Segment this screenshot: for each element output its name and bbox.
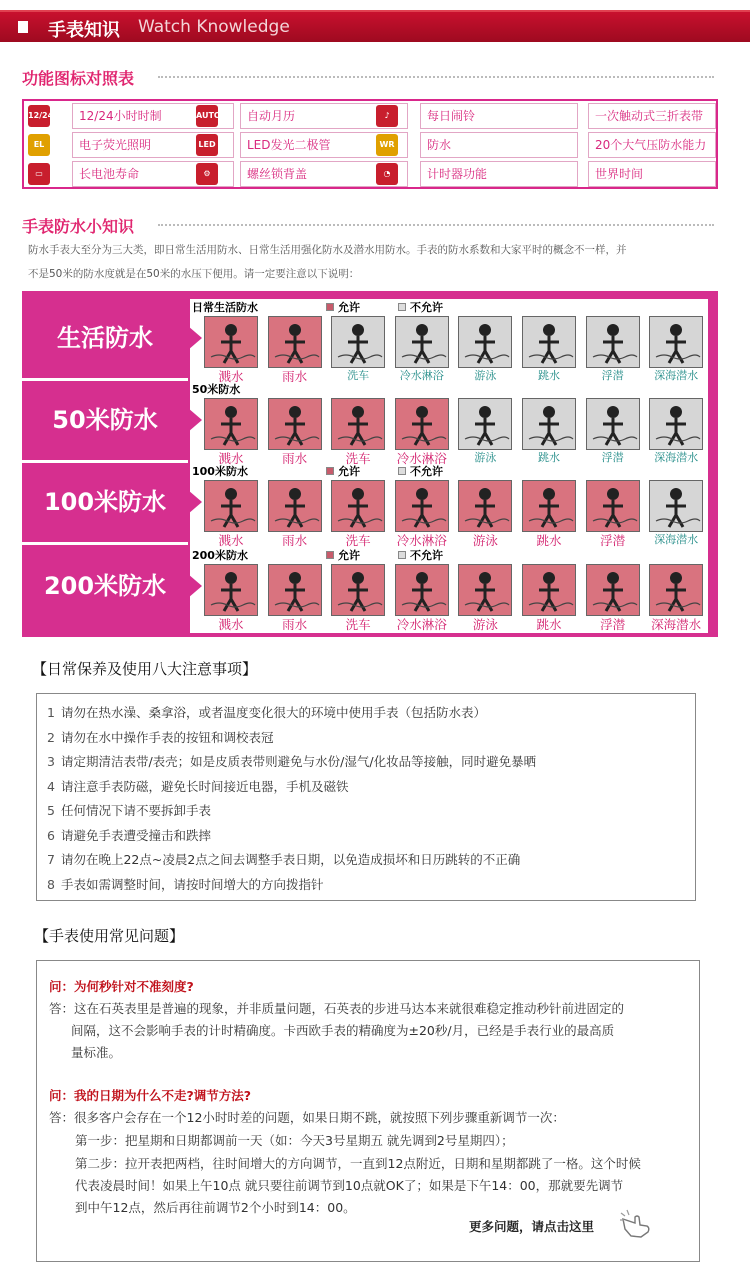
activity-3-icon [331, 564, 385, 616]
activity-5-icon [458, 564, 512, 616]
waterproof-level-label: 100米防水 [22, 463, 188, 541]
activity-4-icon [395, 316, 449, 368]
arrow-icon [188, 490, 202, 514]
activity-caption: 浮潜 [600, 533, 626, 548]
function-label: 20个大气压防水能力 [588, 132, 716, 158]
more-questions-link[interactable]: 更多问题，请点击这里 [469, 1219, 595, 1234]
banner-subtitle: Watch Knowledge [138, 17, 290, 37]
function-label: 一次触动式三折表带 [588, 103, 716, 129]
care-item [47, 875, 323, 893]
care-item [47, 703, 486, 721]
activity-caption: 浮潜 [601, 451, 624, 464]
activity-caption: 游泳 [474, 451, 497, 464]
faq-title: 【手表使用常见问题】 [34, 927, 185, 945]
row-title: 100米防水 [192, 465, 248, 478]
care-item-number: 4 [47, 778, 55, 794]
activity-caption: 跳水 [538, 369, 560, 382]
activity-6-icon [522, 316, 576, 368]
activity-caption: 冷水淋浴 [396, 451, 447, 466]
activity-4-icon [395, 398, 449, 450]
legend-deny [398, 299, 443, 315]
activity-2-icon [268, 480, 322, 532]
activity-2-icon [268, 398, 322, 450]
care-item-number: 7 [47, 852, 55, 867]
care-item [47, 777, 348, 795]
care-item-number: 3 [47, 754, 55, 769]
care-item-text: 请定期清洁表带/表壳；如是皮质表带则避免与水份/湿气/化妆品等接触，同时避免暴晒 [60, 754, 537, 769]
legend-deny-swatch [398, 303, 406, 311]
legend-allow-swatch [326, 551, 334, 559]
activity-7-icon [586, 316, 640, 368]
activity-caption: 游泳 [472, 533, 498, 548]
activity-2-icon [268, 564, 322, 616]
activity-7-icon [586, 564, 640, 616]
function-label: 计时器功能 [420, 161, 578, 187]
faq-answer-line: 间隔，这不会影响手表的计时精确度。卡西欧手表的精确度为±20秒/月，已经是手表行业的最高质 [71, 1023, 615, 1038]
activity-caption: 冷水淋浴 [396, 533, 447, 548]
activity-4-icon [395, 480, 449, 532]
legend-allow-swatch [326, 467, 334, 475]
activity-caption: 溅水 [218, 369, 244, 384]
faq-answer-line: 第二步：拉开表把两档，往时间增大的方向调节，一直到12点附近，日期和星期都跳了一格。这个时候 [75, 1156, 641, 1171]
care-item-number: 8 [47, 876, 55, 892]
waterproof-panel [22, 291, 718, 637]
activity-caption: 溅水 [218, 451, 244, 466]
faq-box [36, 960, 700, 1262]
care-title: 【日常保养及使用八大注意事项】 [32, 660, 258, 678]
activity-3-icon [331, 480, 385, 532]
legend-allow [326, 299, 360, 315]
activity-caption: 浮潜 [601, 369, 624, 382]
activity-1-icon [204, 480, 258, 532]
activity-caption: 洗车 [345, 533, 371, 548]
activity-caption: 深海潜水 [654, 369, 699, 382]
legend-deny [398, 463, 443, 479]
function-label: 螺丝锁背盖 [240, 161, 408, 187]
legend-deny-text: 不允许 [410, 465, 443, 478]
faq-answer-line: 答：这在石英表里是普遍的现象，并非质量问题，石英表的步进马达本来就很难稳定推动秒针前进固定的 [49, 1001, 625, 1016]
activity-caption: 溅水 [218, 533, 244, 548]
banner-square-icon [18, 21, 28, 33]
activity-8-icon [649, 316, 703, 368]
legend-deny-text: 不允许 [410, 549, 443, 562]
function-label: 自动月历 [240, 103, 408, 129]
activity-5-icon [458, 398, 512, 450]
activity-caption: 深海潜水 [654, 451, 699, 464]
activity-caption: 洗车 [345, 617, 371, 632]
activity-caption: 雨水 [282, 451, 308, 466]
activity-caption: 雨水 [282, 533, 308, 548]
care-item [47, 728, 273, 746]
care-item-text: 任何情况下请不要拆卸手表 [60, 803, 211, 818]
legend-allow-text: 允许 [338, 301, 360, 314]
el-icon: EL [28, 134, 50, 156]
care-item-text: 手表如需调整时间，请按时间增大的方向拨指针 [60, 876, 324, 892]
legend-allow-text: 允许 [338, 549, 360, 562]
care-item [47, 752, 536, 770]
pointing-hand-icon[interactable] [619, 1209, 653, 1239]
led-icon: LED [196, 134, 218, 156]
activity-1-icon [204, 398, 258, 450]
activity-6-icon [522, 480, 576, 532]
activity-1-icon [204, 564, 258, 616]
activity-8-icon [649, 564, 703, 616]
function-label: 防水 [420, 132, 578, 158]
activity-8-icon [649, 398, 703, 450]
care-item [47, 850, 520, 868]
alarm-icon: ♪ [376, 105, 398, 127]
activity-caption: 深海潜水 [651, 617, 702, 632]
function-icons-table [22, 99, 718, 189]
activity-8-icon [649, 480, 703, 532]
care-item-text: 请勿在水中操作手表的按钮和调校表冠 [60, 729, 274, 745]
activity-caption: 雨水 [282, 369, 308, 384]
activity-caption: 冷水淋浴 [396, 617, 447, 632]
faq-question: 问：我的日期为什么不走?调节方法? [49, 1088, 252, 1103]
care-item [47, 826, 211, 844]
12-24-icon: 12/24 [28, 105, 50, 127]
faq-answer-line: 答：很多客户会存在一个12小时时差的问题，如果日期不跳，就按照下列步骤重新调节一次： [49, 1110, 565, 1125]
faq-question: 问：为何秒针对不准刻度? [49, 979, 194, 994]
activity-caption: 洗车 [345, 451, 371, 466]
waterproof-intro: 防水手表大至分为三大类，即日常生活用防水、日常生活用强化防水及潜水用防水。手表的防水系数和大家平时的概念不一样，并 [28, 244, 627, 256]
activity-7-icon [586, 398, 640, 450]
legend-allow-text: 允许 [338, 465, 360, 478]
activity-7-icon [586, 480, 640, 532]
activity-1-icon [204, 316, 258, 368]
care-item-number: 1 [47, 705, 55, 720]
activity-6-icon [522, 564, 576, 616]
legend-deny-swatch [398, 551, 406, 559]
care-list [36, 693, 696, 901]
faq-answer-line: 量标准。 [71, 1045, 122, 1060]
row-title: 200米防水 [192, 549, 248, 562]
care-item-number: 6 [47, 827, 55, 843]
screw-icon: ⚙ [196, 163, 218, 185]
legend-allow-swatch [326, 303, 334, 311]
banner [0, 10, 750, 42]
waterproof-level-label: 200米防水 [22, 547, 188, 625]
activity-2-icon [268, 316, 322, 368]
function-label: 12/24小时时制 [72, 103, 234, 129]
function-icons-title: 功能图标对照表 [22, 69, 135, 88]
legend-deny-text: 不允许 [410, 301, 443, 314]
faq-answer-line: 代表凌晨时间！如果上午10点 就只要往前调节到10点就OK了；如果是下午14：00，那就要先调节 [75, 1178, 624, 1193]
arrow-icon [188, 408, 202, 432]
care-item-text: 请勿在热水澡、桑拿浴，或者温度变化很大的环境中使用手表（包括防水表） [60, 705, 486, 720]
legend-allow [326, 463, 360, 479]
wr-icon: WR [376, 134, 398, 156]
care-item-number: 2 [47, 729, 55, 745]
auto-icon: AUTO [196, 105, 218, 127]
divider-dots [158, 76, 714, 78]
faq-answer-line: 到中午12点，然后再往前调节2个小时到14：00。 [75, 1200, 356, 1215]
row-title: 日常生活防水 [192, 301, 258, 314]
waterproof-title: 手表防水小知识 [22, 217, 135, 236]
activity-3-icon [331, 316, 385, 368]
care-item [47, 801, 211, 819]
legend-allow [326, 547, 360, 563]
care-item-text: 请避免手表遭受撞击和跌摔 [60, 827, 211, 843]
activity-caption: 洗车 [347, 369, 370, 382]
waterproof-intro: 不是50米的防水度就是在50米的水压下便用。请一定要注意以下说明： [28, 268, 360, 280]
waterproof-level-label: 生活防水 [22, 299, 188, 377]
arrow-icon [188, 574, 202, 598]
activity-caption: 跳水 [538, 451, 560, 464]
function-label: 电子荧光照明 [72, 132, 234, 158]
activity-caption: 溅水 [218, 617, 244, 632]
divider-dots [158, 224, 714, 226]
banner-title: 手表知识 [48, 20, 120, 41]
faq-answer-line: 第一步：把星期和日期都调前一天（如：今天3号星期五 就先调到2号星期四）； [75, 1133, 514, 1148]
activity-caption: 深海潜水 [654, 533, 699, 546]
legend-deny-swatch [398, 467, 406, 475]
activity-caption: 游泳 [472, 617, 498, 632]
activity-caption: 冷水淋浴 [399, 369, 444, 382]
activity-caption: 跳水 [536, 533, 562, 548]
waterproof-level-label: 50米防水 [22, 381, 188, 459]
care-item-number: 5 [47, 803, 55, 818]
activity-6-icon [522, 398, 576, 450]
activity-caption: 游泳 [474, 369, 497, 382]
row-title: 50米防水 [192, 383, 241, 396]
activity-caption: 浮潜 [600, 617, 626, 632]
care-item-text: 请勿在晚上22点~凌晨2点之间去调整手表日期，以免造成损坏和日历跳转的不正确 [60, 852, 521, 867]
function-label: 世界时间 [588, 161, 716, 187]
function-label: 长电池寿命 [72, 161, 234, 187]
care-item-text: 请注意手表防磁，避免长时间接近电器，手机及磁铁 [60, 778, 349, 794]
activity-5-icon [458, 316, 512, 368]
divider [22, 542, 188, 545]
activity-caption: 跳水 [536, 617, 562, 632]
function-label: LED发光二极管 [240, 132, 408, 158]
legend-deny [398, 547, 443, 563]
arrow-icon [188, 326, 202, 350]
battery-icon: ▭ [28, 163, 50, 185]
activity-4-icon [395, 564, 449, 616]
activity-3-icon [331, 398, 385, 450]
activity-5-icon [458, 480, 512, 532]
waterproof-grid [190, 299, 708, 633]
function-label: 每日闹铃 [420, 103, 578, 129]
activity-caption: 雨水 [282, 617, 308, 632]
timer-icon: ◔ [376, 163, 398, 185]
